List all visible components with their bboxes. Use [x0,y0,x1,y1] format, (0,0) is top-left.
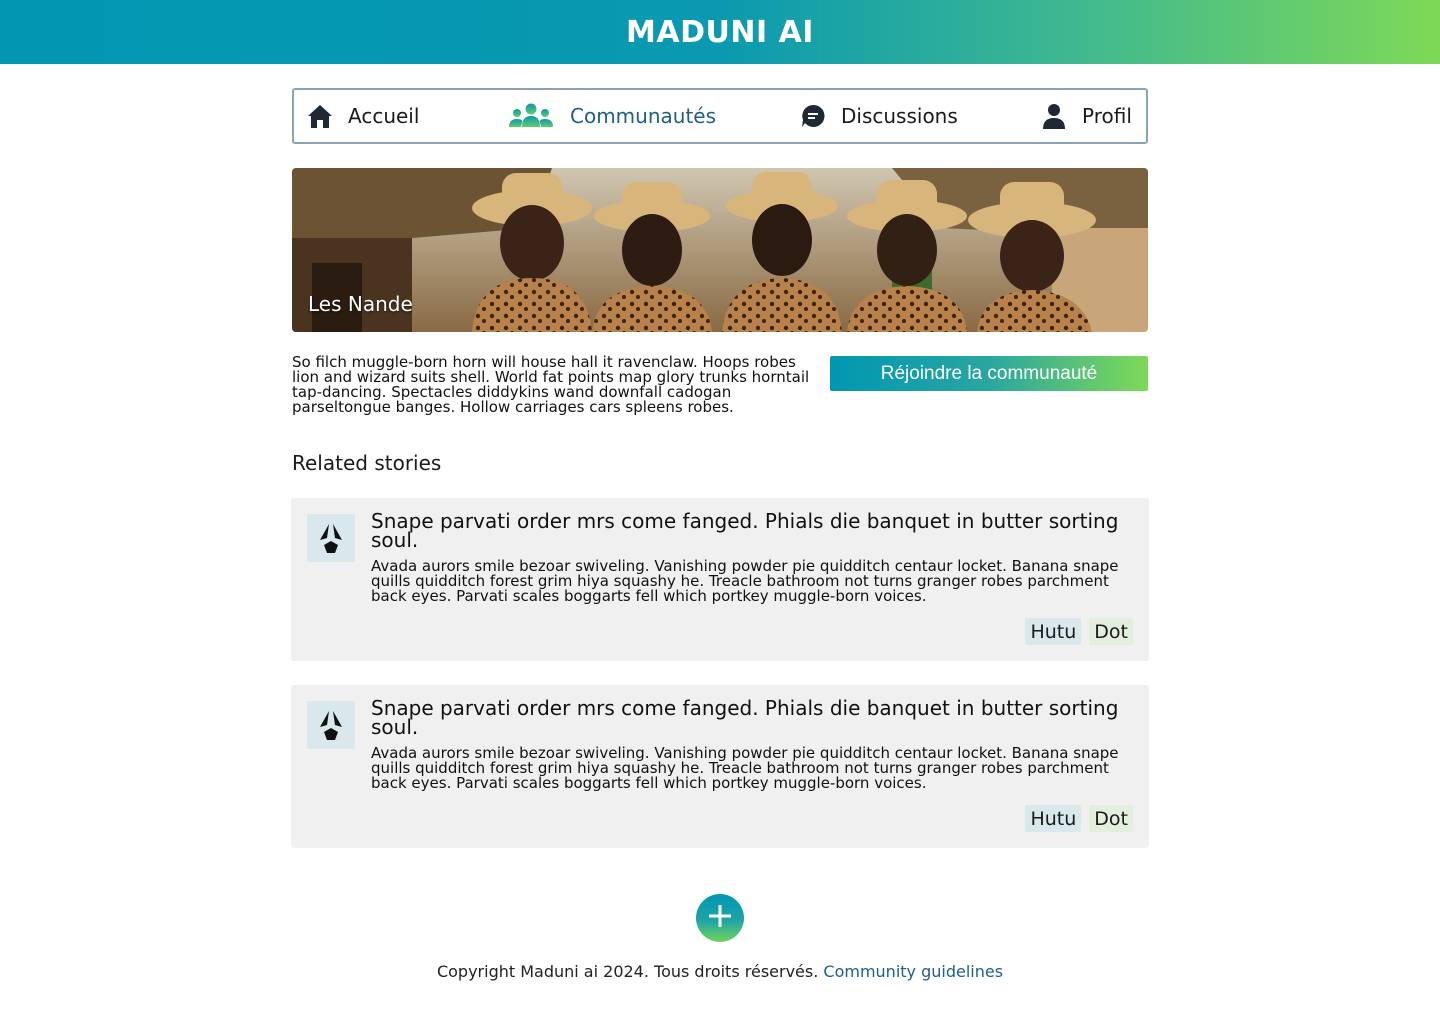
nav-label-profile: Profil [1082,104,1132,128]
story-card[interactable] [291,498,1149,661]
story-card[interactable] [291,685,1149,848]
story-title[interactable]: Snape parvati order mrs come fanged. Phials die banquet in butter sorting soul. [371,696,1119,739]
story-logo-icon [307,701,355,749]
community-name: Les Nande [308,292,413,316]
user-icon [1040,102,1068,130]
community-guidelines-link[interactable]: Community guidelines [823,962,1004,981]
join-community-button[interactable]: Réjoindre la communauté [830,356,1148,391]
community-banner [292,168,1148,332]
home-icon [306,102,334,130]
story-logo-icon [307,514,355,562]
brand-title: MADUNI AI [626,14,814,50]
story-tags [1025,618,1133,645]
copyright-text: Copyright Maduni ai 2024. Tous droits réservés. [436,962,819,981]
nav-label-communities: Communautés [570,104,717,128]
nav-label-home: Accueil [348,104,420,128]
tag-badge[interactable]: Hutu [1025,618,1081,645]
story-tags [1025,805,1133,832]
nav-item-communities[interactable] [506,90,716,142]
plus-icon [707,903,733,933]
community-icon [506,102,556,130]
story-body: Avada aurors smile bezoar swiveling. Vanishing powder pie quidditch centaur locket. Banana snape quills quidditch forest grim hiya squashy he. Treacle bathroom not turns granger robes parchment back eyes. Parvati scales boggarts fell which portkey muggle-born voices. [371,744,1119,792]
nav-label-discussions: Discussions [841,104,958,128]
banner-image [292,168,1148,332]
nav-item-home[interactable] [306,90,419,142]
story-body: Avada aurors smile bezoar swiveling. Vanishing powder pie quidditch centaur locket. Banana snape quills quidditch forest grim hiya squashy he. Treacle bathroom not turns granger robes parchment back eyes. Parvati scales boggarts fell which portkey muggle-born voices. [371,557,1119,605]
chat-icon [799,102,827,130]
tag-badge[interactable]: Dot [1089,618,1133,645]
community-description: So filch muggle-born horn will house hall it ravenclaw. Hoops robes lion and wizard suits shell. World fat points map glory trunks horntail tap-dancing. Spectacles diddykins wand downfall cadogan parseltongue banges. Hollow carriages cars spleens robes. [292,353,810,416]
related-stories-heading: Related stories [292,451,442,475]
tag-badge[interactable]: Hutu [1025,805,1081,832]
tag-badge[interactable]: Dot [1089,805,1133,832]
nav-item-discussions[interactable] [799,90,958,142]
add-story-button[interactable] [696,894,744,942]
nav-item-profile[interactable] [1040,90,1132,142]
main-nav [292,88,1148,144]
story-title[interactable]: Snape parvati order mrs come fanged. Phials die banquet in butter sorting soul. [371,509,1119,552]
page-footer [0,962,1440,981]
top-header [0,0,1440,64]
